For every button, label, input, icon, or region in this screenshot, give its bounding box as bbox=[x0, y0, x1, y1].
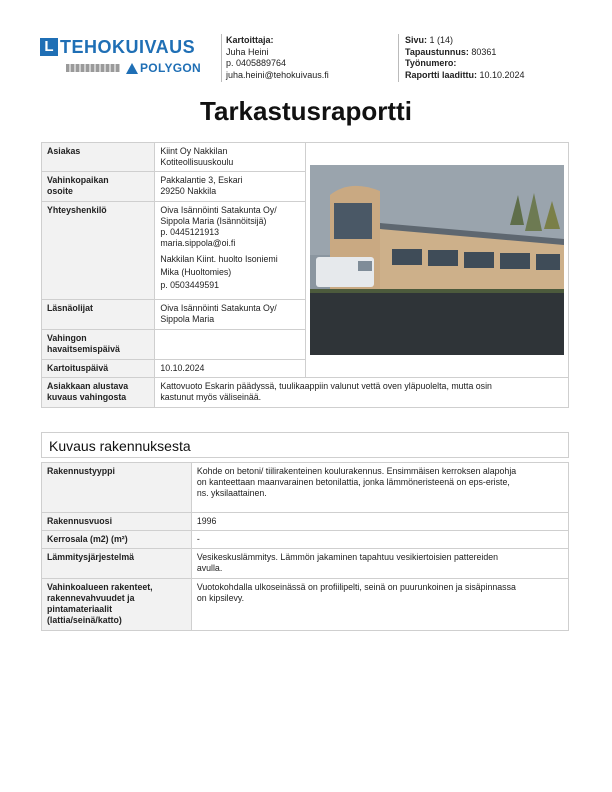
heating-label: Lämmitysjärjestelmä bbox=[42, 549, 192, 579]
damage-description-value bbox=[155, 378, 569, 408]
contact-line: Nakkilan Kiint. huolto Isoniemi bbox=[160, 254, 278, 264]
building-type-label: Rakennustyyppi bbox=[42, 463, 192, 513]
customer-line: Kotiteollisuuskoulu bbox=[160, 157, 234, 167]
type-line: on kanteettaan maanvarainen betonilattia, jonka lämmöneristeenä on eps-eriste, bbox=[196, 477, 510, 487]
heating-line: Vesikeskuslämmitys. Lämmön jakaminen tapahtuu vesikiertoisien pattereiden bbox=[196, 552, 499, 562]
year-label: Rakennusvuosi bbox=[42, 513, 192, 531]
heating-line: avulla. bbox=[196, 563, 223, 573]
contact-line: Oiva Isännöinti Satakunta Oy/ bbox=[160, 205, 277, 215]
surveyor-email: juha.heini@tehokuivaus.fi bbox=[226, 69, 329, 80]
survey-date-value: 10.10.2024 bbox=[155, 360, 306, 378]
report-date-value: 10.10.2024 bbox=[479, 69, 525, 80]
tehokuivaus-logo-icon: L bbox=[40, 38, 58, 56]
address-value bbox=[155, 172, 306, 202]
photo-cell bbox=[305, 143, 568, 378]
surveyor-label: Kartoittaja: bbox=[226, 35, 274, 45]
observed-label-line: havaitsemispäivä bbox=[47, 344, 120, 354]
desc-line: Kattovuoto Eskarin päädyssä, tuulikaappiin valunut vettä oven yläpuolelta, mutta osin bbox=[160, 381, 492, 391]
address-line: Pakkalantie 3, Eskari bbox=[160, 175, 243, 185]
desc-label-line: Asiakkaan alustava bbox=[47, 381, 129, 391]
contact-phone: p. 0445121913 bbox=[160, 227, 220, 237]
contact-line: Mika (Huoltomies) bbox=[160, 267, 232, 277]
observed-label-line: Vahingon bbox=[47, 333, 87, 343]
section-title: Kuvaus rakennuksesta bbox=[41, 432, 569, 458]
contact-value bbox=[155, 202, 306, 300]
report-meta bbox=[405, 35, 525, 81]
header-divider bbox=[398, 34, 399, 82]
heating-value bbox=[191, 549, 568, 579]
job-label: Työnumero: bbox=[405, 58, 457, 68]
surveyor-phone: p. 0405889764 bbox=[226, 58, 287, 68]
present-line: Oiva Isännöinti Satakunta Oy/ bbox=[160, 303, 277, 313]
materials-label-line: pintamateriaalit bbox=[47, 604, 113, 614]
customer-value bbox=[155, 143, 306, 172]
damage-description-label bbox=[42, 378, 155, 408]
area-value: - bbox=[191, 531, 568, 549]
survey-date-label: Kartoituspäivä bbox=[42, 360, 155, 378]
observed-date-value bbox=[155, 330, 306, 360]
type-line: ns. yksilaattainen. bbox=[196, 488, 267, 498]
case-value: 80361 bbox=[471, 46, 497, 57]
building-table bbox=[41, 462, 569, 631]
contact-label: Yhteyshenkilö bbox=[42, 202, 155, 300]
address-label-line: Vahinkopaikan bbox=[47, 175, 109, 185]
report-date-label: Raportti laadittu: bbox=[405, 69, 477, 80]
logo-decoration bbox=[66, 64, 120, 72]
info-table bbox=[41, 142, 569, 408]
materials-label-line: (lattia/seinä/katto) bbox=[47, 615, 122, 625]
present-label: Läsnäolijat bbox=[42, 300, 155, 330]
building-type-value bbox=[191, 463, 568, 513]
materials-line: on kipsilevy. bbox=[196, 593, 245, 603]
case-label: Tapaustunnus: bbox=[405, 46, 469, 57]
desc-line: kastunut myös väliseinää. bbox=[160, 392, 262, 402]
logo-text: TEHOKUIVAUS bbox=[60, 36, 196, 57]
contact-line: Sippola Maria (Isännöitsijä) bbox=[160, 216, 267, 226]
page-value: 1 (14) bbox=[429, 35, 454, 45]
contact-phone: p. 0503449591 bbox=[160, 280, 220, 290]
building-photo bbox=[306, 143, 568, 363]
materials-label-line: Vahinkoalueen rakenteet, bbox=[47, 582, 153, 592]
materials-value bbox=[191, 579, 568, 631]
address-label bbox=[42, 172, 155, 202]
page-label: Sivu: bbox=[405, 35, 428, 45]
contact-email: maria.sippola@oi.fi bbox=[160, 238, 236, 248]
desc-label-line: kuvaus vahingosta bbox=[47, 392, 127, 402]
address-line: 29250 Nakkila bbox=[160, 186, 217, 196]
type-line: Kohde on betoni/ tiilirakenteinen koulurakennus. Ensimmäisen kerroksen alapohja bbox=[196, 466, 517, 476]
materials-label-line: rakennevahvuudet ja bbox=[47, 593, 135, 603]
materials-label bbox=[42, 579, 192, 631]
present-value bbox=[155, 300, 306, 330]
surveyor-info bbox=[226, 35, 329, 81]
customer-label: Asiakas bbox=[42, 143, 155, 172]
materials-line: Vuotokohdalla ulkoseinässä on profiilipelti, seinä on puurunkoinen ja sisäpinnassa bbox=[196, 582, 516, 592]
polygon-logo-text: POLYGON bbox=[140, 61, 202, 75]
customer-line: Kiint Oy Nakkilan bbox=[160, 146, 228, 156]
observed-date-label bbox=[42, 330, 155, 360]
area-label: Kerrosala (m2) (m²) bbox=[42, 531, 192, 549]
surveyor-name: Juha Heini bbox=[226, 46, 269, 57]
polygon-triangle-icon bbox=[126, 63, 138, 74]
header-divider bbox=[221, 34, 222, 82]
year-value: 1996 bbox=[191, 513, 568, 531]
address-label-line: osoite bbox=[47, 186, 73, 196]
company-logo bbox=[40, 35, 215, 79]
present-line: Sippola Maria bbox=[160, 314, 215, 324]
page-title: Tarkastusraportti bbox=[200, 96, 412, 126]
